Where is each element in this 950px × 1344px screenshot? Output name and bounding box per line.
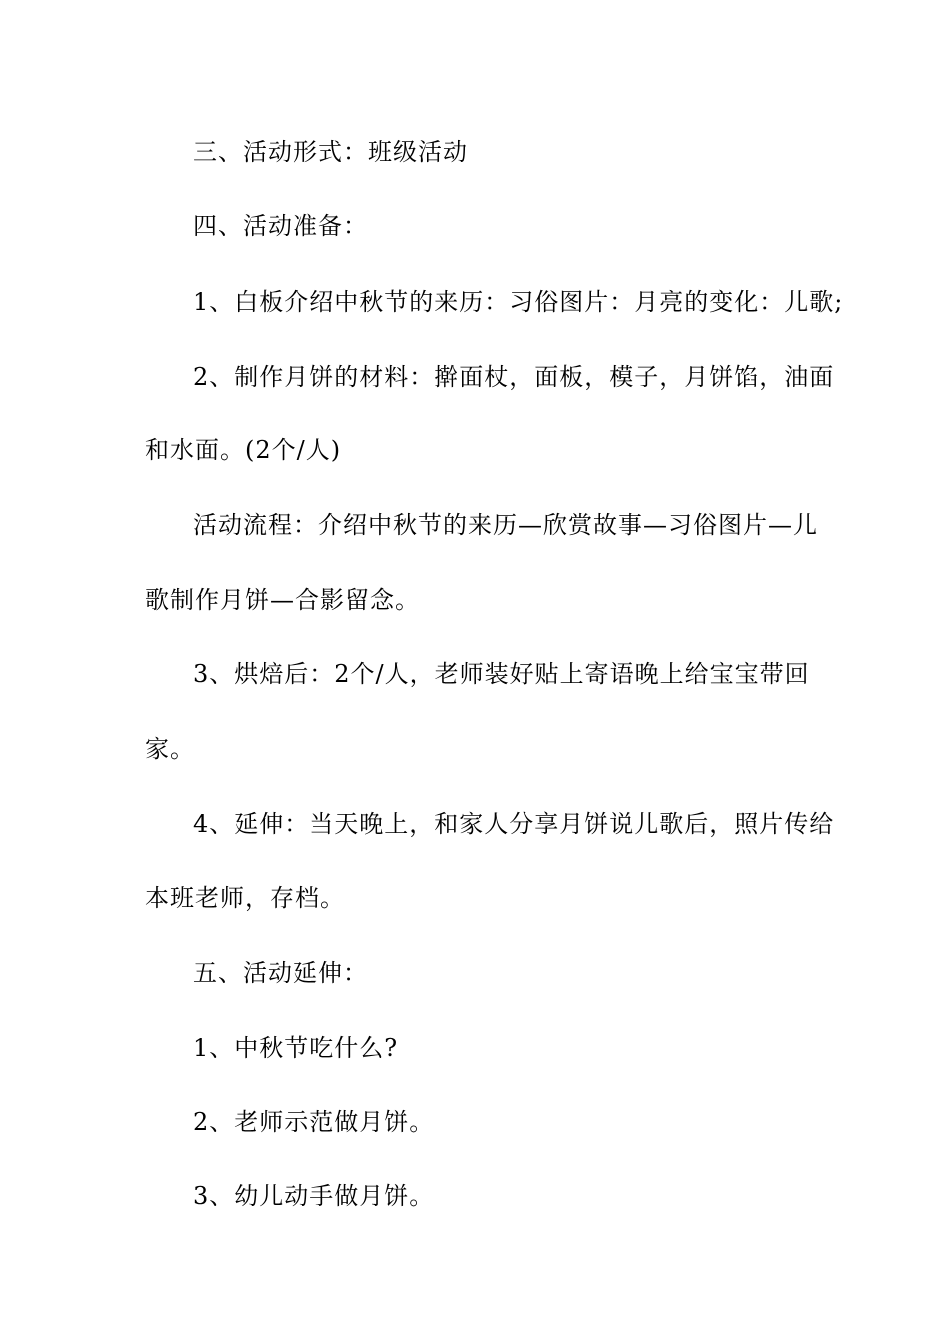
section-five-heading: 五、活动延伸：: [193, 959, 368, 987]
prep-item-3: 3、烘焙后：2个/人，老师装好贴上寄语晚上给宝宝带回: [193, 660, 810, 688]
extension-item-1: 1、中秋节吃什么?: [193, 1034, 399, 1062]
prep-item-4: 4、延伸：当天晚上，和家人分享月饼说儿歌后，照片传给: [193, 810, 835, 838]
activity-flow-continued: 歌制作月饼—合影留念。: [145, 586, 420, 614]
activity-flow: 活动流程：介绍中秋节的来历—欣赏故事—习俗图片—儿: [193, 511, 818, 539]
section-three-heading: 三、活动形式：班级活动: [193, 138, 468, 166]
prep-item-4-continued: 本班老师，存档。: [145, 884, 345, 912]
section-four-heading: 四、活动准备：: [193, 212, 368, 240]
extension-item-3: 3、幼儿动手做月饼。: [193, 1182, 435, 1210]
prep-item-2: 2、制作月饼的材料：擀面杖，面板，模子，月饼馅，油面: [193, 363, 835, 391]
prep-item-1: 1、白板介绍中秋节的来历：习俗图片：月亮的变化：儿歌;: [193, 288, 844, 316]
prep-item-2-continued: 和水面。(2个/人): [145, 436, 342, 464]
prep-item-3-continued: 家。: [145, 735, 195, 763]
extension-item-2: 2、老师示范做月饼。: [193, 1108, 435, 1136]
